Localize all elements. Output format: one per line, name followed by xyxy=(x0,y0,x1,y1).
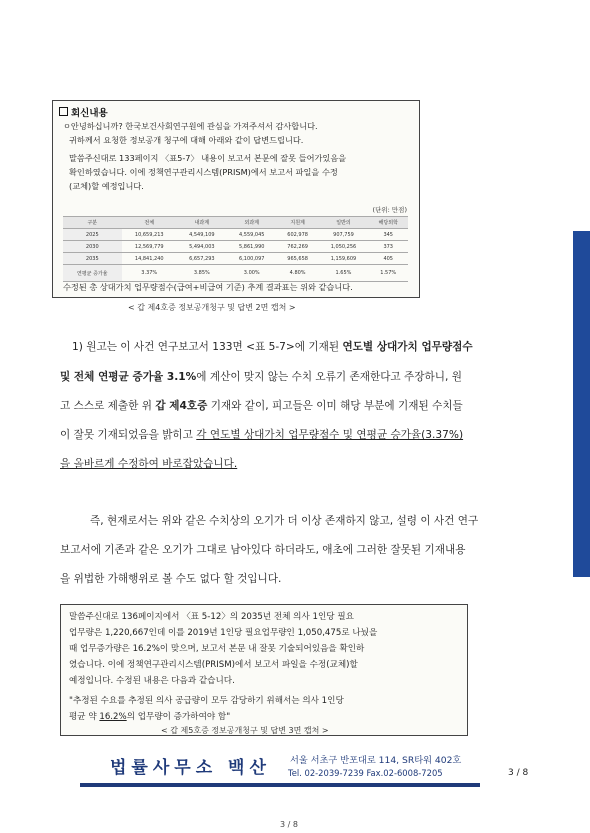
reply-content-image xyxy=(52,100,420,298)
table-header: 전체 xyxy=(122,217,177,229)
box2-line: 때 업무증가량은 16.2%이 맞으며, 보고서 본문 내 잘못 기술되어있음을 확인하 xyxy=(69,644,365,654)
box2-quote: 평균 약 16.2%의 업무량이 증가하여야 함" xyxy=(69,712,231,722)
table-header: 지원계 xyxy=(277,217,319,229)
table-unit: (단위: 만점) xyxy=(372,206,407,214)
reply-paragraph: ㅇ안녕하십니까? 한국보건사회연구원에 관심을 가져주셔서 감사합니다. xyxy=(63,121,318,131)
body-line: 즉, 현재로서는 위와 같은 수치상의 오기가 더 이상 존재하지 않고, 설령 이 사건 연구 xyxy=(90,515,479,527)
body-line: 을 올바르게 수정하여 바로잡았습니다. xyxy=(60,458,238,470)
box2-line: 였습니다. 이에 정책연구관리시스템(PRISM)에서 보고서 파일을 수정(교체)할 xyxy=(69,660,358,670)
exhibit-5-image xyxy=(60,604,468,736)
revised-score-table xyxy=(63,216,408,282)
reply-paragraph: 말씀주신대로 133페이지 〈표5-7〉 내용이 보고서 본문에 잘못 들어가있음을 xyxy=(69,153,347,163)
box2-line: 말씀주신대로 136페이지에서 〈표 5-12〉의 2035년 전체 의사 1인당 필요 xyxy=(69,612,354,622)
body-line: 1) 원고는 이 사건 연구보고서 133면 <표 5-7>에 기재된 연도별 상대가치 업무량점수 xyxy=(72,341,473,353)
side-tab-marker xyxy=(573,231,590,577)
table-header: 구분 xyxy=(63,217,122,229)
table-row: 2030 12,569,779 5,494,003 5,861,990 762,269 1,050,256 373 xyxy=(63,241,408,253)
box2-quote: "추정된 수요를 추정된 의사 공급량이 모두 감당하기 위해서는 의사 1인당 xyxy=(69,696,344,706)
body-line: 고 스스로 제출한 위 갑 제4호증 기재와 같이, 피고들은 이미 해당 부분에 기재된 수치들 xyxy=(60,400,463,412)
reply-paragraph: 귀하께서 요청한 정보공개 청구에 대해 아래와 같이 답변드립니다. xyxy=(69,135,304,145)
page-number-bottom: 3 / 8 xyxy=(280,820,298,829)
caption-exhibit-4: < 갑 제4호증 정보공개청구 및 답변 2면 캡처 > xyxy=(128,303,296,312)
table-header: 해당외학 xyxy=(368,217,408,229)
table-row: 연평균 증가율 3.37% 3.85% 3.00% 4.80% 1.65% 1.57% xyxy=(63,265,408,282)
firm-phone-fax: Tel. 02-2039-7239 Fax.02-6008-7205 xyxy=(288,768,443,778)
footer-divider xyxy=(80,783,480,787)
reply-paragraph: 확인하였습니다. 이에 정책연구관리시스템(PRISM)에서 보고서 파일을 수정 xyxy=(69,167,338,177)
body-line: 이 잘못 기재되었음을 밝히고 각 연도별 상대가치 업무량점수 및 연평균 승가율(3.37%) xyxy=(60,429,464,441)
firm-address: 서울 서초구 반포대로 114, SR타워 402호 xyxy=(290,755,462,766)
reply-title: 회신내용 xyxy=(59,105,108,119)
table-header: 내과계 xyxy=(177,217,227,229)
table-row: 2025 10,659,213 4,549,109 4,559,045 602,978 907,759 345 xyxy=(63,229,408,241)
table-header: 일반의 xyxy=(319,217,369,229)
caption-exhibit-5: < 갑 제5호증 정보공개청구 및 답변 3면 캡처 > xyxy=(161,726,329,735)
body-line: 보고서에 기존과 같은 오기가 그대로 남아있다 하더라도, 애초에 그러한 잘못된 기재내용 xyxy=(60,544,466,556)
table-row: 2035 14,841,240 6,657,293 6,100,097 965,658 1,159,609 405 xyxy=(63,253,408,265)
box2-line: 예정입니다. 수정된 내용은 다음과 같습니다. xyxy=(69,676,235,686)
body-line: 을 위법한 가해행위로 볼 수도 없다 할 것입니다. xyxy=(60,573,282,585)
page-number-right: 3 / 8 xyxy=(508,768,529,778)
box2-line: 업무량은 1,220,667인데 이를 2019년 1인당 필요업무량인 1,050,475로 나눴을 xyxy=(69,628,378,638)
reply-paragraph: (교체)할 예정입니다. xyxy=(69,181,144,191)
law-firm-name: 법률사무소 백산 xyxy=(110,758,271,778)
body-line: 및 전체 연평균 증가율 3.1%에 계산이 맞지 않는 수치 오류기 존재한다고 주장하니, 원 xyxy=(60,371,462,383)
checkbox-square-icon xyxy=(59,107,68,116)
reply-bottom-text: 수정된 총 상대가치 업무량점수(급여+비급여 기준) 추계 결과표는 위와 같습니다. xyxy=(63,282,353,292)
table-header: 외과계 xyxy=(227,217,277,229)
